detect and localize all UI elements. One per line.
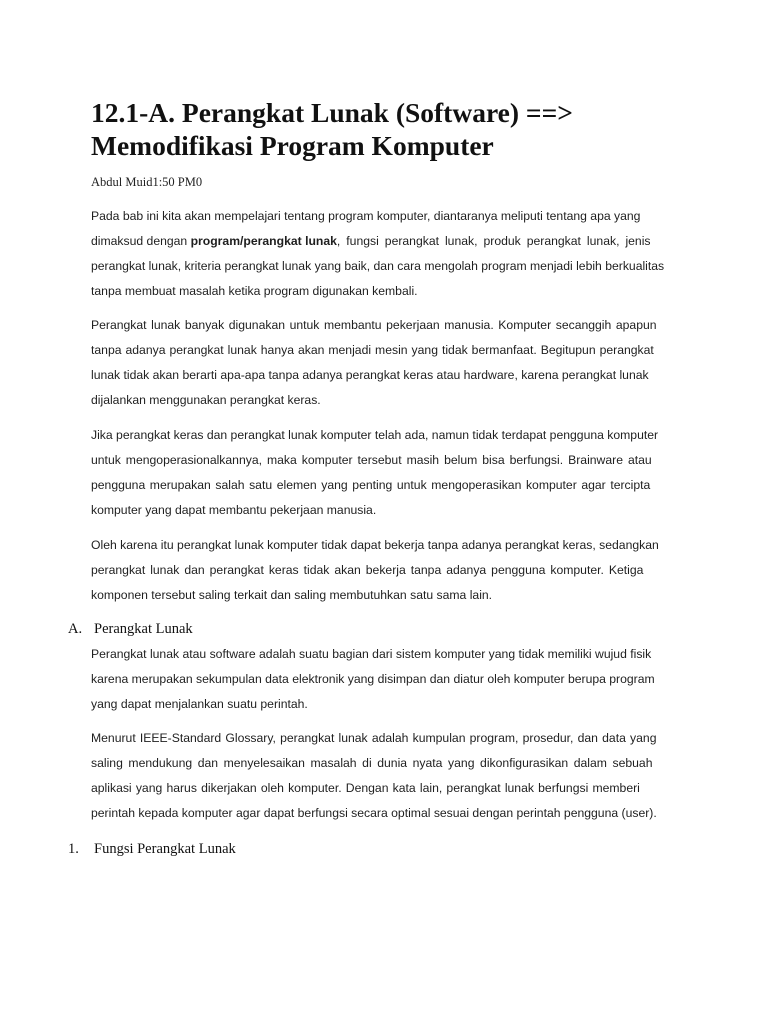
text-line: perintah kepada komputer agar dapat berfungsi secara optimal sesuai dengan perintah pengguna (user). [91, 806, 657, 820]
section-heading-1 [68, 841, 236, 858]
text-line: saling mendukung dan menyelesaikan masalah di dunia nyata yang dikonfigurasikan dalam sebuah [91, 756, 653, 770]
list-marker: A. [68, 621, 83, 637]
text-line: Jika perangkat keras dan perangkat lunak komputer telah ada, namun tidak terdapat pengguna komputer [91, 428, 659, 442]
text-line: Perangkat lunak atau software adalah suatu bagian dari sistem komputer yang tidak memiliki wujud fisik [91, 647, 652, 661]
text-line: perangkat lunak dan perangkat keras tidak akan bekerja tanpa adanya pengguna komputer. Ketiga [91, 563, 644, 577]
text-line: untuk mengoperasionalkannya, maka komputer tersebut masih belum bisa berfungsi. Brainware atau [91, 453, 652, 467]
author-timestamp: Abdul Muid1:50 PM0 [91, 175, 203, 189]
text-line: Perangkat lunak banyak digunakan untuk membantu pekerjaan manusia. Komputer secanggih apapun [91, 318, 657, 332]
title-line: 12.1-A. Perangkat Lunak (Software) ==> [91, 97, 573, 128]
text-line: pengguna merupakan salah satu elemen yang penting untuk mengoperasikan komputer agar tercipta [91, 478, 651, 492]
paragraph-brainware [91, 423, 678, 523]
paragraph-software-usage [91, 313, 678, 413]
paragraph-definition [91, 642, 678, 717]
text-line: Oleh karena itu perangkat lunak komputer tidak dapat bekerja tanpa adanya perangkat keras, sedangkan [91, 538, 659, 552]
text-line: dimaksud dengan program/perangkat lunak, fungsi perangkat lunak, produk perangkat lunak, jenis [91, 234, 651, 248]
text-line: karena merupakan sekumpulan data elektronik yang disimpan dan diatur oleh komputer berupa program [91, 672, 655, 686]
text-line: dijalankan menggunakan perangkat keras. [91, 393, 321, 407]
text-line: komponen tersebut saling terkait dan saling membutuhkan satu sama lain. [91, 588, 493, 602]
text-line: Menurut IEEE-Standard Glossary, perangkat lunak adalah kumpulan program, prosedur, dan data yang [91, 731, 657, 745]
text-line: aplikasi yang harus dikerjakan oleh komputer. Dengan kata lain, perangkat lunak berfungsi memberi [91, 781, 640, 795]
paragraph-components [91, 533, 678, 608]
bold-term: program/perangkat lunak [190, 234, 337, 248]
section-heading-a [68, 621, 193, 638]
page-title [91, 96, 711, 162]
text-line: yang dapat menjalankan suatu perintah. [91, 697, 308, 711]
text-line: tanpa adanya perangkat lunak hanya akan menjadi mesin yang tidak bermanfaat. Begitupun perangkat [91, 343, 654, 357]
paragraph-ieee [91, 726, 678, 826]
section-title: Fungsi Perangkat Lunak [94, 841, 236, 857]
text-line: komputer yang dapat membantu pekerjaan manusia. [91, 503, 377, 517]
text-line: tanpa membuat masalah ketika program digunakan kembali. [91, 284, 418, 298]
list-marker: 1. [68, 841, 79, 857]
title-line: Memodifikasi Program Komputer [91, 130, 494, 161]
text-line: lunak tidak akan berarti apa-apa tanpa adanya perangkat keras atau hardware, karena perangkat lunak [91, 368, 649, 382]
section-title: Perangkat Lunak [94, 621, 193, 637]
paragraph-intro [91, 204, 678, 304]
text-line: perangkat lunak, kriteria perangkat lunak yang baik, dan cara mengolah program menjadi lebih berkualitas [91, 259, 665, 273]
text-line: Pada bab ini kita akan mempelajari tentang program komputer, diantaranya meliputi tentang apa yang [91, 209, 641, 223]
